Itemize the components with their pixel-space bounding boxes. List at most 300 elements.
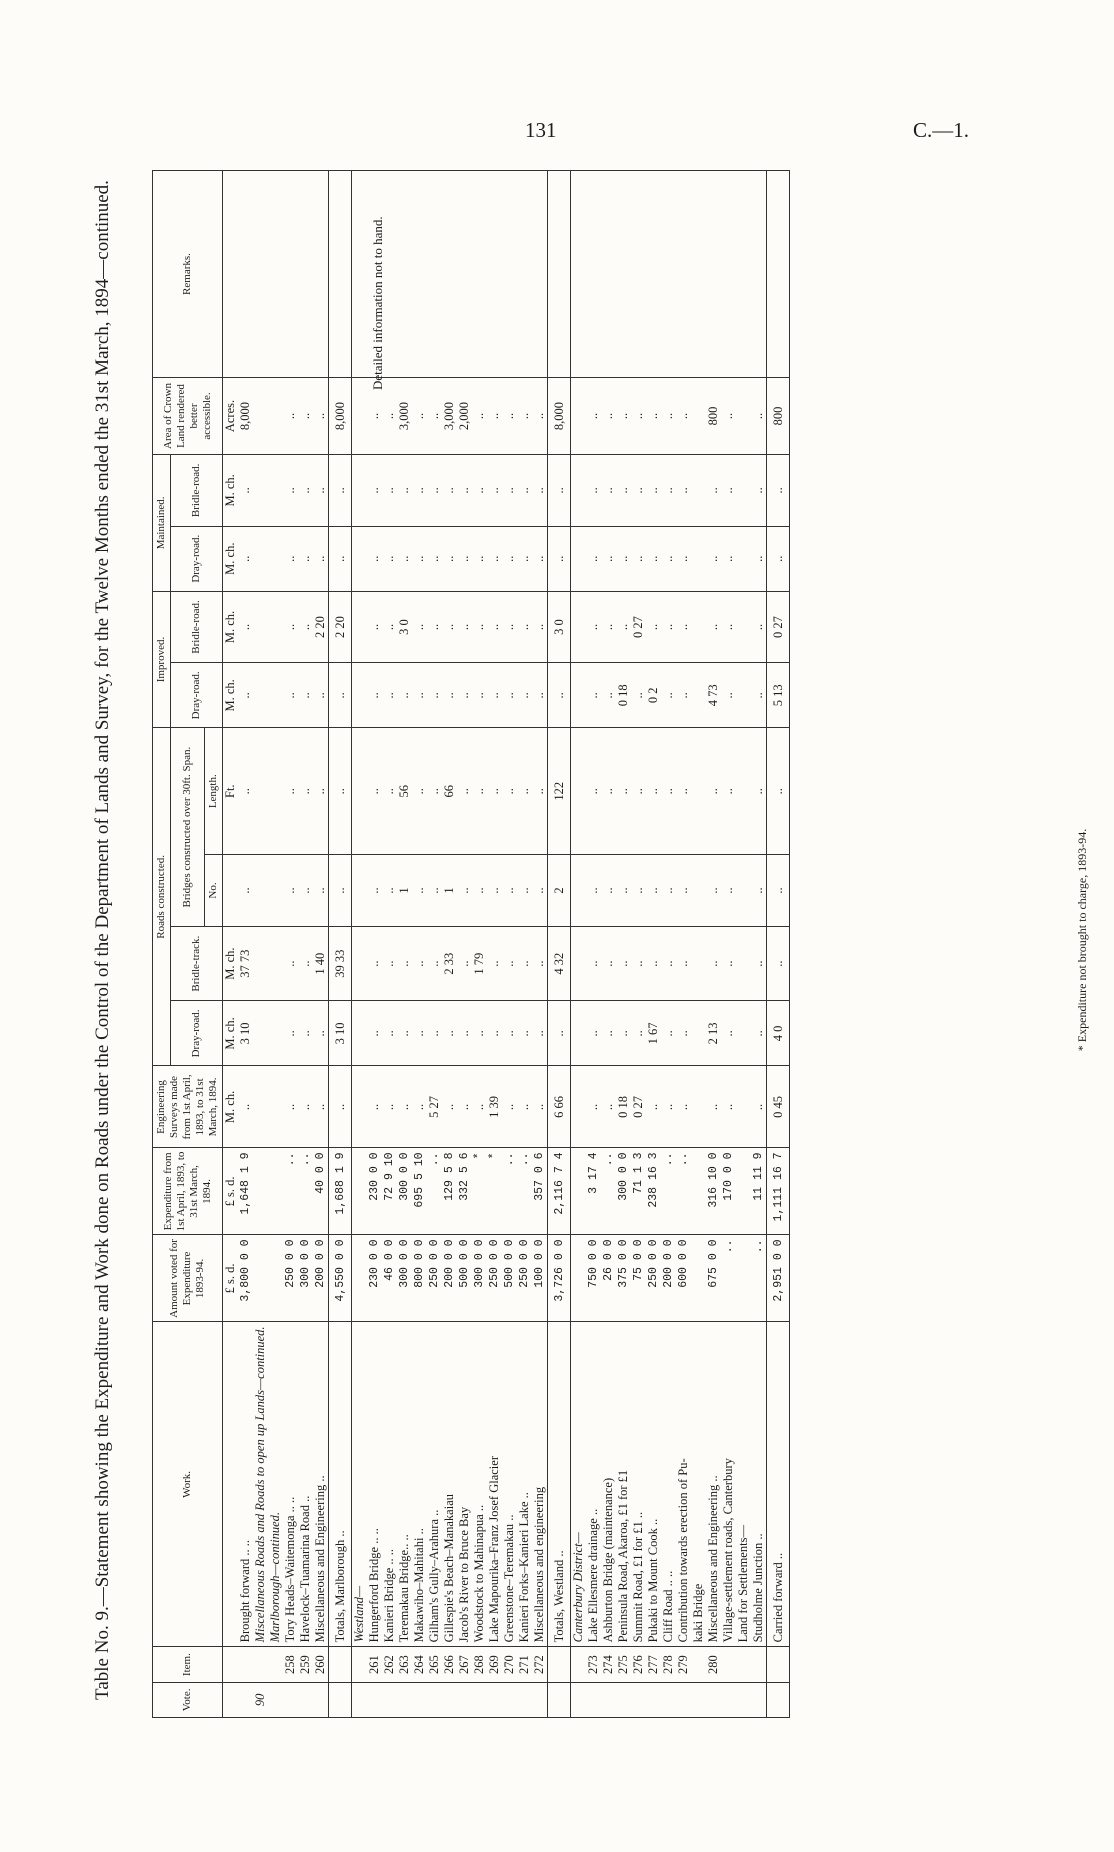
cell-surv: .. bbox=[517, 1066, 532, 1148]
cell-dray: .. bbox=[427, 1001, 442, 1066]
cell-bridle: .. bbox=[706, 926, 721, 1000]
cell-len bbox=[253, 728, 268, 855]
table-row bbox=[253, 171, 268, 1718]
cell-mdray: .. bbox=[442, 526, 457, 591]
cell-dray bbox=[736, 1001, 751, 1066]
cell-amount: 675 0 0 bbox=[706, 1235, 721, 1322]
cell-vote bbox=[367, 1682, 382, 1717]
cell-mbridle: .. bbox=[767, 455, 790, 527]
cell-mdray bbox=[253, 526, 268, 591]
cell-no: .. bbox=[721, 855, 736, 927]
cell-len: .. bbox=[502, 728, 517, 855]
cell-work: Miscellaneous and engineering bbox=[532, 1322, 548, 1647]
footnote: * Expenditure not brought to charge, 1893-94. bbox=[1075, 828, 1089, 1052]
cell-item: 265 bbox=[427, 1647, 442, 1682]
cell-item: 264 bbox=[412, 1647, 427, 1682]
cell-vote bbox=[502, 1682, 517, 1717]
cell-area: .. bbox=[382, 378, 397, 455]
header-work: Work. bbox=[153, 1322, 223, 1647]
cell-work: Miscellaneous and Engineering .. bbox=[313, 1322, 329, 1647]
cell-idray: .. bbox=[601, 663, 616, 728]
cell-exp: 40 0 0 bbox=[313, 1148, 329, 1235]
cell-bridle: .. bbox=[283, 926, 298, 1000]
cell-bridle: .. bbox=[487, 926, 502, 1000]
unit-length: Ft. bbox=[223, 728, 239, 855]
cell-no: .. bbox=[601, 855, 616, 927]
cell-area bbox=[352, 378, 368, 455]
cell-len: .. bbox=[616, 728, 631, 855]
cell-exp: * bbox=[472, 1148, 487, 1235]
cell-exp: .. bbox=[427, 1148, 442, 1235]
cell-mdray bbox=[736, 526, 751, 591]
cell-area: .. bbox=[367, 378, 382, 455]
cell-remarks bbox=[532, 171, 548, 378]
cell-no: .. bbox=[706, 855, 721, 927]
cell-mbridle: .. bbox=[601, 455, 616, 527]
cell-vote bbox=[616, 1682, 631, 1717]
cell-ibridle: .. bbox=[661, 591, 676, 663]
cell-surv: 6 66 bbox=[548, 1066, 571, 1148]
table-row bbox=[661, 171, 676, 1718]
cell-remarks bbox=[646, 171, 661, 378]
cell-vote bbox=[646, 1682, 661, 1717]
table-row bbox=[767, 171, 790, 1718]
cell-work: Studholme Junction .. bbox=[751, 1322, 767, 1647]
cell-bridle bbox=[268, 926, 283, 1000]
cell-idray: .. bbox=[329, 663, 352, 728]
cell-idray: .. bbox=[367, 663, 382, 728]
header-remarks: Remarks. bbox=[153, 171, 223, 378]
cell-idray: .. bbox=[532, 663, 548, 728]
table-row bbox=[313, 171, 329, 1718]
cell-exp: 1,648 1 9 bbox=[238, 1148, 253, 1235]
cell-mbridle: .. bbox=[382, 455, 397, 527]
cell-exp: .. bbox=[676, 1148, 691, 1235]
cell-no bbox=[571, 855, 587, 927]
table-row bbox=[442, 171, 457, 1718]
cell-surv: .. bbox=[329, 1066, 352, 1148]
cell-amount: 200 0 0 bbox=[661, 1235, 676, 1322]
cell-area: .. bbox=[601, 378, 616, 455]
cell-mbridle: .. bbox=[646, 455, 661, 527]
cell-mdray: .. bbox=[646, 526, 661, 591]
header-bridle-track: Bridle-track. bbox=[171, 926, 223, 1000]
cell-dray: .. bbox=[472, 1001, 487, 1066]
cell-area: 8,000 bbox=[238, 378, 253, 455]
cell-item: 278 bbox=[661, 1647, 676, 1682]
cell-item bbox=[736, 1647, 751, 1682]
cell-dray: 1 67 bbox=[646, 1001, 661, 1066]
cell-len: .. bbox=[706, 728, 721, 855]
cell-mbridle: .. bbox=[298, 455, 313, 527]
cell-mbridle bbox=[571, 455, 587, 527]
header-surveys: Engineering Surveys made from 1st April, 1893, to 31st March, 1894. bbox=[153, 1066, 223, 1148]
cell-area: .. bbox=[646, 378, 661, 455]
cell-exp: * bbox=[487, 1148, 502, 1235]
cell-bridle: .. bbox=[767, 926, 790, 1000]
cell-mdray bbox=[352, 526, 368, 591]
cell-len: .. bbox=[631, 728, 646, 855]
cell-len: .. bbox=[457, 728, 472, 855]
cell-no bbox=[691, 855, 706, 927]
cell-area: .. bbox=[631, 378, 646, 455]
cell-dray: .. bbox=[676, 1001, 691, 1066]
cell-item bbox=[268, 1647, 283, 1682]
cell-mbridle: .. bbox=[427, 455, 442, 527]
cell-exp: 238 16 3 bbox=[646, 1148, 661, 1235]
cell-work: Pukaki to Mount Cook .. bbox=[646, 1322, 661, 1647]
cell-amount: 100 0 0 bbox=[532, 1235, 548, 1322]
cell-surv: .. bbox=[457, 1066, 472, 1148]
cell-ibridle bbox=[736, 591, 751, 663]
cell-item: 262 bbox=[382, 1647, 397, 1682]
cell-vote bbox=[517, 1682, 532, 1717]
cell-remarks bbox=[268, 171, 283, 378]
cell-dray bbox=[352, 1001, 368, 1066]
cell-remarks bbox=[457, 171, 472, 378]
header-dray-road: Dray-road. bbox=[171, 1001, 223, 1066]
cell-ibridle: .. bbox=[427, 591, 442, 663]
unit-surveys: M. ch. bbox=[223, 1066, 239, 1148]
table-row bbox=[601, 171, 616, 1718]
cell-ibridle bbox=[691, 591, 706, 663]
cell-bridle: 1 79 bbox=[472, 926, 487, 1000]
cell-surv bbox=[268, 1066, 283, 1148]
cell-remarks bbox=[661, 171, 676, 378]
cell-area: .. bbox=[472, 378, 487, 455]
cell-mbridle: .. bbox=[751, 455, 767, 527]
cell-amount: 230 0 0 bbox=[367, 1235, 382, 1322]
cell-dray: .. bbox=[631, 1001, 646, 1066]
cell-item bbox=[548, 1647, 571, 1682]
cell-work: Summit Road, £1 for £1 .. bbox=[631, 1322, 646, 1647]
table-row bbox=[502, 171, 517, 1718]
cell-work: Miscellaneous and Engineering .. bbox=[706, 1322, 721, 1647]
cell-mdray: .. bbox=[329, 526, 352, 591]
cell-amount: 250 0 0 bbox=[283, 1235, 298, 1322]
cell-ibridle: .. bbox=[721, 591, 736, 663]
cell-surv: .. bbox=[601, 1066, 616, 1148]
cell-idray: 4 73 bbox=[706, 663, 721, 728]
cell-no bbox=[736, 855, 751, 927]
cell-area: 800 bbox=[706, 378, 721, 455]
cell-amount: 250 0 0 bbox=[646, 1235, 661, 1322]
cell-mdray: .. bbox=[238, 526, 253, 591]
cell-idray bbox=[253, 663, 268, 728]
cell-mdray: .. bbox=[382, 526, 397, 591]
cell-len: 56 bbox=[397, 728, 412, 855]
cell-bridle: .. bbox=[721, 926, 736, 1000]
cell-area: .. bbox=[532, 378, 548, 455]
unit-improved-dray: M. ch. bbox=[223, 663, 239, 728]
header-bridges-no: No. bbox=[205, 855, 223, 927]
cell-surv: 5 27 bbox=[427, 1066, 442, 1148]
cell-area: .. bbox=[616, 378, 631, 455]
cell-area: .. bbox=[751, 378, 767, 455]
cell-idray bbox=[268, 663, 283, 728]
unit-maintained-bridle: M. ch. bbox=[223, 455, 239, 527]
cell-exp: 2,116 7 4 bbox=[548, 1148, 571, 1235]
page-number: 131 bbox=[525, 118, 557, 142]
cell-mbridle: .. bbox=[661, 455, 676, 527]
cell-amount bbox=[571, 1235, 587, 1322]
cell-no: .. bbox=[382, 855, 397, 927]
cell-dray: .. bbox=[382, 1001, 397, 1066]
cell-surv bbox=[736, 1066, 751, 1148]
cell-amount: 26 0 0 bbox=[601, 1235, 616, 1322]
cell-amount: 500 0 0 bbox=[457, 1235, 472, 1322]
cell-area: .. bbox=[283, 378, 298, 455]
header-vote: Vote. bbox=[153, 1682, 223, 1717]
cell-ibridle: .. bbox=[457, 591, 472, 663]
cell-surv: .. bbox=[532, 1066, 548, 1148]
cell-surv: .. bbox=[586, 1066, 601, 1148]
cell-mdray: .. bbox=[767, 526, 790, 591]
cell-remarks bbox=[601, 171, 616, 378]
cell-len: .. bbox=[298, 728, 313, 855]
cell-surv bbox=[253, 1066, 268, 1148]
cell-mbridle: .. bbox=[502, 455, 517, 527]
cell-mdray: .. bbox=[412, 526, 427, 591]
cell-mdray: .. bbox=[532, 526, 548, 591]
cell-item bbox=[238, 1647, 253, 1682]
cell-no: .. bbox=[661, 855, 676, 927]
cell-no: .. bbox=[427, 855, 442, 927]
table-row bbox=[412, 171, 427, 1718]
cell-mbridle bbox=[253, 455, 268, 527]
cell-remarks bbox=[571, 171, 587, 378]
cell-area: 8,000 bbox=[548, 378, 571, 455]
cell-bridle: 2 33 bbox=[442, 926, 457, 1000]
cell-exp bbox=[691, 1148, 706, 1235]
cell-remarks bbox=[298, 171, 313, 378]
cell-vote bbox=[313, 1682, 329, 1717]
cell-len: .. bbox=[487, 728, 502, 855]
cell-no: .. bbox=[616, 855, 631, 927]
cell-remarks bbox=[253, 171, 268, 378]
cell-idray: .. bbox=[313, 663, 329, 728]
cell-item: 274 bbox=[601, 1647, 616, 1682]
cell-remarks bbox=[329, 171, 352, 378]
unit-expenditure: £ s. d. bbox=[223, 1148, 239, 1235]
cell-amount: 300 0 0 bbox=[472, 1235, 487, 1322]
cell-amount: 4,550 0 0 bbox=[329, 1235, 352, 1322]
cell-item: 261 bbox=[367, 1647, 382, 1682]
cell-amount: 600 0 0 bbox=[676, 1235, 691, 1322]
header-amount: Amount voted for Expenditure 1893-94. bbox=[153, 1235, 223, 1322]
cell-mdray: .. bbox=[706, 526, 721, 591]
cell-no: .. bbox=[412, 855, 427, 927]
cell-ibridle bbox=[253, 591, 268, 663]
cell-len: .. bbox=[676, 728, 691, 855]
table-row bbox=[751, 171, 767, 1718]
table-row bbox=[532, 171, 548, 1718]
cell-dray: 4 0 bbox=[767, 1001, 790, 1066]
cell-work: Land for Settlements— bbox=[736, 1322, 751, 1647]
cell-surv: .. bbox=[298, 1066, 313, 1148]
cell-bridle: .. bbox=[427, 926, 442, 1000]
cell-len: .. bbox=[238, 728, 253, 855]
cell-vote bbox=[691, 1682, 706, 1717]
cell-exp: 316 10 0 bbox=[706, 1148, 721, 1235]
cell-len bbox=[268, 728, 283, 855]
cell-surv: .. bbox=[382, 1066, 397, 1148]
cell-work: Lake Ellesmere drainage .. bbox=[586, 1322, 601, 1647]
cell-item bbox=[721, 1647, 736, 1682]
cell-work: Woodstock to Mahinapua .. bbox=[472, 1322, 487, 1647]
cell-exp bbox=[268, 1148, 283, 1235]
cell-mbridle: .. bbox=[412, 455, 427, 527]
cell-mdray: .. bbox=[616, 526, 631, 591]
cell-surv: .. bbox=[646, 1066, 661, 1148]
cell-exp bbox=[352, 1148, 368, 1235]
cell-vote bbox=[767, 1682, 790, 1717]
cell-work: Contribution towards erection of Pu- bbox=[676, 1322, 691, 1647]
cell-idray: .. bbox=[457, 663, 472, 728]
cell-exp: .. bbox=[283, 1148, 298, 1235]
table-row bbox=[691, 171, 706, 1718]
cell-vote bbox=[382, 1682, 397, 1717]
unit-improved-bridle: M. ch. bbox=[223, 591, 239, 663]
cell-work: Gilham's Gully–Arahura .. bbox=[427, 1322, 442, 1647]
cell-len: 66 bbox=[442, 728, 457, 855]
cell-mdray: .. bbox=[472, 526, 487, 591]
cell-vote bbox=[751, 1682, 767, 1717]
cell-mdray: .. bbox=[517, 526, 532, 591]
cell-exp: 300 0 0 bbox=[616, 1148, 631, 1235]
cell-remarks bbox=[676, 171, 691, 378]
cell-ibridle: .. bbox=[706, 591, 721, 663]
cell-idray: .. bbox=[412, 663, 427, 728]
cell-item bbox=[767, 1647, 790, 1682]
cell-vote bbox=[487, 1682, 502, 1717]
cell-work: Hungerford Bridge .. .. bbox=[367, 1322, 382, 1647]
cell-amount: 200 0 0 bbox=[313, 1235, 329, 1322]
table-row bbox=[631, 171, 646, 1718]
cell-no: .. bbox=[472, 855, 487, 927]
cell-exp: .. bbox=[298, 1148, 313, 1235]
cell-area bbox=[736, 378, 751, 455]
cell-mbridle: .. bbox=[397, 455, 412, 527]
cell-work: Havelock–Tuamarina Road .. bbox=[298, 1322, 313, 1647]
cell-no: .. bbox=[457, 855, 472, 927]
cell-surv: .. bbox=[283, 1066, 298, 1148]
cell-dray bbox=[253, 1001, 268, 1066]
cell-remarks bbox=[751, 171, 767, 378]
cell-mdray: .. bbox=[676, 526, 691, 591]
cell-ibridle: .. bbox=[238, 591, 253, 663]
cell-len: .. bbox=[532, 728, 548, 855]
cell-ibridle: .. bbox=[676, 591, 691, 663]
cell-bridle: .. bbox=[532, 926, 548, 1000]
unit-area: Acres. bbox=[223, 378, 239, 455]
cell-work: Tory Heads–Waitemonga .. .. bbox=[283, 1322, 298, 1647]
cell-dray: .. bbox=[751, 1001, 767, 1066]
cell-work: Kanieri Bridge .. .. bbox=[382, 1322, 397, 1647]
cell-ibridle: .. bbox=[646, 591, 661, 663]
cell-mdray bbox=[691, 526, 706, 591]
cell-area: .. bbox=[412, 378, 427, 455]
cell-idray: 5 13 bbox=[767, 663, 790, 728]
cell-remarks bbox=[517, 171, 532, 378]
cell-item: 259 bbox=[298, 1647, 313, 1682]
cell-surv: .. bbox=[721, 1066, 736, 1148]
cell-area: .. bbox=[661, 378, 676, 455]
cell-idray bbox=[736, 663, 751, 728]
cell-remarks bbox=[412, 171, 427, 378]
cell-item bbox=[751, 1647, 767, 1682]
cell-no: .. bbox=[283, 855, 298, 927]
cell-item: 268 bbox=[472, 1647, 487, 1682]
cell-ibridle: 3 0 bbox=[397, 591, 412, 663]
cell-surv: .. bbox=[313, 1066, 329, 1148]
cell-bridle: .. bbox=[367, 926, 382, 1000]
table-row bbox=[736, 171, 751, 1718]
table-body bbox=[223, 171, 790, 1718]
cell-vote bbox=[571, 1682, 587, 1717]
cell-ibridle: .. bbox=[472, 591, 487, 663]
unit-amount: £ s. d. bbox=[223, 1235, 239, 1322]
cell-area bbox=[253, 378, 268, 455]
cell-area: 3,000 bbox=[442, 378, 457, 455]
header-area: Area of Crown Land rendered better accessible. bbox=[153, 378, 223, 455]
cell-amount: 2,951 0 0 bbox=[767, 1235, 790, 1322]
cell-ibridle: .. bbox=[412, 591, 427, 663]
table-row bbox=[487, 171, 502, 1718]
cell-no: 1 bbox=[397, 855, 412, 927]
cell-mdray: .. bbox=[313, 526, 329, 591]
header-bridges: Bridges constructed over 30ft. Span. bbox=[171, 728, 205, 927]
cell-dray bbox=[571, 1001, 587, 1066]
cell-exp: 695 5 10 bbox=[412, 1148, 427, 1235]
cell-len: .. bbox=[382, 728, 397, 855]
cell-vote bbox=[283, 1682, 298, 1717]
cell-idray: .. bbox=[631, 663, 646, 728]
cell-work: Teremakau Bridge.. .. bbox=[397, 1322, 412, 1647]
cell-mdray: .. bbox=[283, 526, 298, 591]
header-expenditure: Expenditure from 1st April, 1893, to 31st March, 1894. bbox=[153, 1148, 223, 1235]
cell-surv bbox=[571, 1066, 587, 1148]
cell-len: .. bbox=[472, 728, 487, 855]
cell-no: .. bbox=[751, 855, 767, 927]
cell-len: 122 bbox=[548, 728, 571, 855]
cell-item bbox=[253, 1647, 268, 1682]
cell-vote bbox=[472, 1682, 487, 1717]
cell-mbridle: .. bbox=[329, 455, 352, 527]
cell-area: .. bbox=[721, 378, 736, 455]
cell-area bbox=[691, 378, 706, 455]
cell-work: Kanieri Forks–Kanieri Lake .. bbox=[517, 1322, 532, 1647]
cell-remarks bbox=[313, 171, 329, 378]
cell-item bbox=[352, 1647, 368, 1682]
cell-work: kaki Bridge bbox=[691, 1322, 706, 1647]
cell-amount: 46 0 0 bbox=[382, 1235, 397, 1322]
cell-amount: 250 0 0 bbox=[517, 1235, 532, 1322]
header-improved-dray: Dray-road. bbox=[171, 663, 223, 728]
cell-mbridle: .. bbox=[442, 455, 457, 527]
cell-area: .. bbox=[502, 378, 517, 455]
roads-table bbox=[152, 170, 790, 1718]
cell-item: 277 bbox=[646, 1647, 661, 1682]
cell-exp: 129 5 8 bbox=[442, 1148, 457, 1235]
cell-item bbox=[571, 1647, 587, 1682]
table-row bbox=[457, 171, 472, 1718]
cell-exp: .. bbox=[601, 1148, 616, 1235]
cell-area: .. bbox=[298, 378, 313, 455]
cell-idray: .. bbox=[751, 663, 767, 728]
cell-work: Greenstone–Teremakau .. bbox=[502, 1322, 517, 1647]
cell-len: .. bbox=[586, 728, 601, 855]
